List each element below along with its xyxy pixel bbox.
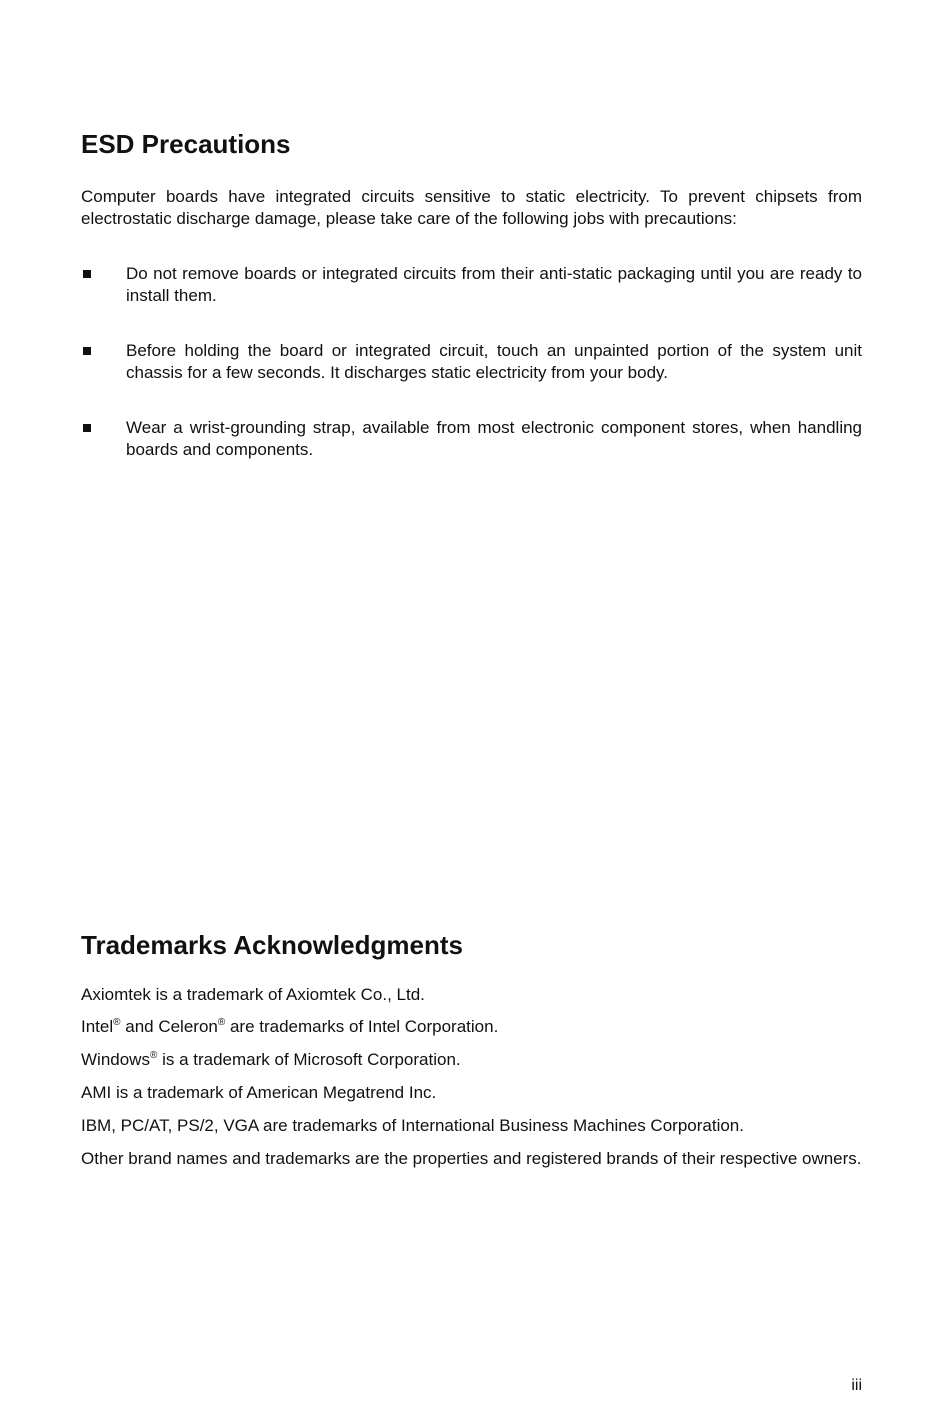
esd-bullet-text: Do not remove boards or integrated circuits from their anti-static packaging until you are ready to install them. [126,264,862,305]
trademark-line-ibm: IBM, PC/AT, PS/2, VGA are trademarks of International Business Machines Corporation. [81,1116,744,1135]
trademark-line-windows [81,1049,862,1071]
registered-mark: ® [149,1050,158,1061]
trademark-line-intel [81,1016,862,1038]
trademark-text: Intel [81,1017,114,1036]
esd-intro-paragraph: Computer boards have integrated circuits sensitive to static electricity. To prevent chipsets from electrostatic discharge damage, please take care of the following jobs with precautions: [81,187,862,228]
esd-precautions-heading: ESD Precautions [81,129,291,159]
square-bullet-icon [83,270,91,278]
trademark-line-axiomtek: Axiomtek is a trademark of Axiomtek Co., Ltd. [81,985,425,1004]
trademark-line-other: Other brand names and trademarks are the properties and registered brands of their respective owners. [81,1149,862,1168]
trademark-text: is a trademark of Microsoft Corporation. [157,1050,461,1069]
registered-mark: ® [113,1017,121,1028]
trademark-text: Windows [81,1050,150,1069]
trademark-line-ami: AMI is a trademark of American Megatrend Inc. [81,1083,437,1102]
trademark-text: are trademarks of Intel Corporation. [225,1017,499,1036]
square-bullet-icon [83,347,91,355]
esd-bullet-text: Wear a wrist-grounding strap, available from most electronic component stores, when handling boards and components. [126,418,862,459]
esd-bullet-text: Before holding the board or integrated circuit, touch an unpainted portion of the system unit chassis for a few seconds. It discharges static electricity from your body. [126,341,862,382]
square-bullet-icon [83,424,91,432]
registered-mark: ® [217,1017,226,1028]
trademark-text: and Celeron [120,1017,218,1036]
page-number: iii [851,1377,862,1394]
trademarks-heading: Trademarks Acknowledgments [81,930,463,960]
